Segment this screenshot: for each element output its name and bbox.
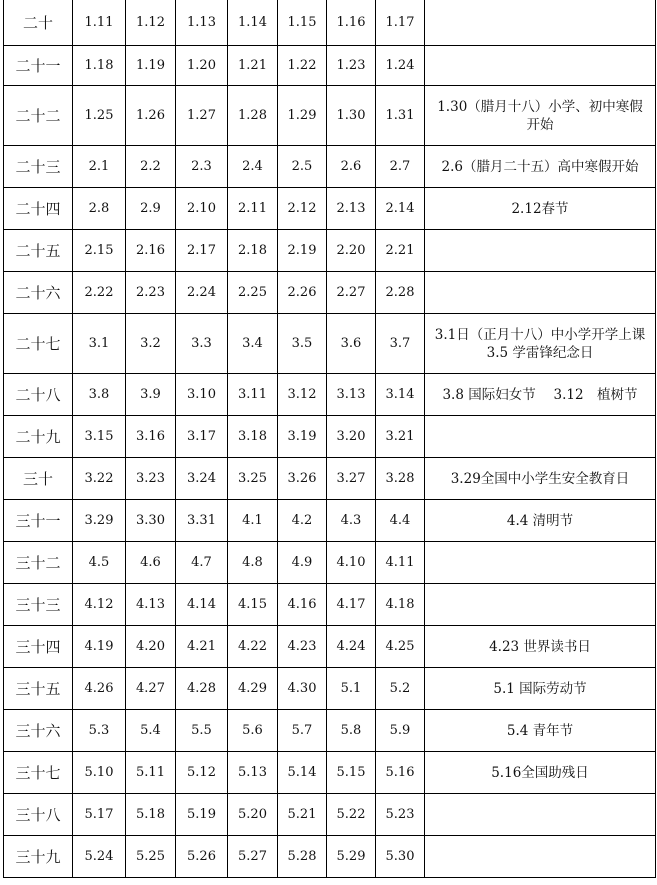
date-cell: 5.18	[126, 794, 176, 836]
date-cell: 2.27	[327, 272, 376, 314]
date-cell: 2.8	[73, 188, 126, 230]
week-number-cell: 三十四	[4, 626, 73, 668]
date-cell: 5.25	[126, 836, 176, 878]
calendar-row	[4, 500, 656, 542]
date-cell: 1.30	[327, 86, 376, 146]
event-note-line: 2.12春节	[511, 200, 569, 217]
date-cell: 4.19	[73, 626, 126, 668]
date-cell: 3.18	[228, 416, 278, 458]
date-cell: 5.16	[376, 752, 425, 794]
date-cell: 3.8	[73, 374, 126, 416]
date-cell: 3.5	[278, 314, 327, 374]
date-cell: 1.20	[176, 46, 228, 86]
date-cell: 4.15	[228, 584, 278, 626]
date-cell: 1.28	[228, 86, 278, 146]
date-cell: 1.18	[73, 46, 126, 86]
date-cell: 5.7	[278, 710, 327, 752]
date-cell: 3.9	[126, 374, 176, 416]
event-note-line: 3.1日（正月十八）中小学开学上课	[434, 326, 646, 343]
date-cell: 5.8	[327, 710, 376, 752]
date-cell: 4.6	[126, 542, 176, 584]
date-cell: 3.26	[278, 458, 327, 500]
date-cell: 3.25	[228, 458, 278, 500]
date-cell: 4.29	[228, 668, 278, 710]
date-cell: 5.26	[176, 836, 228, 878]
event-note-cell	[425, 752, 656, 794]
date-cell: 4.21	[176, 626, 228, 668]
date-cell: 1.17	[376, 0, 425, 46]
date-cell: 2.18	[228, 230, 278, 272]
date-cell: 5.11	[126, 752, 176, 794]
date-cell: 4.24	[327, 626, 376, 668]
week-number-cell: 三十五	[4, 668, 73, 710]
event-note-line: 3.8 国际妇女节 3.12 植树节	[442, 386, 638, 403]
week-number-cell: 三十七	[4, 752, 73, 794]
week-number-cell: 二十八	[4, 374, 73, 416]
calendar-row	[4, 710, 656, 752]
week-number-cell: 三十二	[4, 542, 73, 584]
date-cell: 1.12	[126, 0, 176, 46]
date-cell: 4.17	[327, 584, 376, 626]
date-cell: 3.4	[228, 314, 278, 374]
date-cell: 4.2	[278, 500, 327, 542]
date-cell: 5.27	[228, 836, 278, 878]
date-cell: 1.22	[278, 46, 327, 86]
event-note-line: 开始	[526, 116, 554, 133]
calendar-row	[4, 416, 656, 458]
event-note-cell	[425, 542, 656, 584]
date-cell: 4.16	[278, 584, 327, 626]
date-cell: 3.3	[176, 314, 228, 374]
date-cell: 4.4	[376, 500, 425, 542]
date-cell: 3.28	[376, 458, 425, 500]
date-cell: 3.30	[126, 500, 176, 542]
date-cell: 5.4	[126, 710, 176, 752]
date-cell: 3.15	[73, 416, 126, 458]
date-cell: 2.28	[376, 272, 425, 314]
date-cell: 1.31	[376, 86, 425, 146]
date-cell: 3.21	[376, 416, 425, 458]
week-number-cell: 二十七	[4, 314, 73, 374]
date-cell: 3.10	[176, 374, 228, 416]
date-cell: 2.6	[327, 146, 376, 188]
calendar-row	[4, 146, 656, 188]
event-note-cell	[425, 86, 656, 146]
date-cell: 4.20	[126, 626, 176, 668]
date-cell: 1.15	[278, 0, 327, 46]
event-note-line: 3.5 学雷锋纪念日	[486, 344, 594, 361]
date-cell: 2.3	[176, 146, 228, 188]
week-number-cell: 二十二	[4, 86, 73, 146]
date-cell: 3.2	[126, 314, 176, 374]
date-cell: 5.22	[327, 794, 376, 836]
date-cell: 2.12	[278, 188, 327, 230]
week-number-cell: 三十六	[4, 710, 73, 752]
calendar-row	[4, 668, 656, 710]
week-number-cell: 二十六	[4, 272, 73, 314]
event-note-cell	[425, 584, 656, 626]
date-cell: 4.8	[228, 542, 278, 584]
date-cell: 5.13	[228, 752, 278, 794]
date-cell: 2.1	[73, 146, 126, 188]
date-cell: 1.29	[278, 86, 327, 146]
event-note-cell	[425, 836, 656, 878]
date-cell: 4.13	[126, 584, 176, 626]
date-cell: 4.23	[278, 626, 327, 668]
date-cell: 4.30	[278, 668, 327, 710]
calendar-row	[4, 542, 656, 584]
calendar-row	[4, 272, 656, 314]
school-calendar-table	[3, 0, 656, 878]
date-cell: 1.13	[176, 0, 228, 46]
week-number-cell: 三十	[4, 458, 73, 500]
date-cell: 2.5	[278, 146, 327, 188]
date-cell: 5.12	[176, 752, 228, 794]
event-note-cell	[425, 188, 656, 230]
date-cell: 3.24	[176, 458, 228, 500]
event-note-line: 5.16全国助残日	[491, 764, 589, 781]
event-note-cell	[425, 416, 656, 458]
date-cell: 2.23	[126, 272, 176, 314]
date-cell: 5.14	[278, 752, 327, 794]
date-cell: 1.23	[327, 46, 376, 86]
date-cell: 2.7	[376, 146, 425, 188]
week-number-cell: 二十四	[4, 188, 73, 230]
calendar-row	[4, 188, 656, 230]
date-cell: 4.9	[278, 542, 327, 584]
calendar-row	[4, 374, 656, 416]
date-cell: 1.14	[228, 0, 278, 46]
date-cell: 5.20	[228, 794, 278, 836]
event-note-cell	[425, 230, 656, 272]
event-note-line: 4.23 世界读书日	[489, 638, 591, 655]
date-cell: 2.10	[176, 188, 228, 230]
date-cell: 5.3	[73, 710, 126, 752]
date-cell: 2.25	[228, 272, 278, 314]
date-cell: 1.24	[376, 46, 425, 86]
event-note-cell	[425, 0, 656, 46]
event-note-cell	[425, 272, 656, 314]
date-cell: 5.28	[278, 836, 327, 878]
date-cell: 1.25	[73, 86, 126, 146]
calendar-row	[4, 584, 656, 626]
event-note-cell	[425, 794, 656, 836]
date-cell: 2.22	[73, 272, 126, 314]
date-cell: 3.7	[376, 314, 425, 374]
event-note-cell	[425, 500, 656, 542]
date-cell: 2.21	[376, 230, 425, 272]
date-cell: 2.15	[73, 230, 126, 272]
calendar-body	[4, 0, 656, 878]
date-cell: 1.11	[73, 0, 126, 46]
date-cell: 2.19	[278, 230, 327, 272]
date-cell: 1.21	[228, 46, 278, 86]
event-note-line: 5.4 青年节	[506, 722, 574, 739]
date-cell: 2.11	[228, 188, 278, 230]
event-note-line: 1.30（腊月十八）小学、初中寒假	[437, 98, 643, 115]
calendar-row	[4, 230, 656, 272]
date-cell: 4.14	[176, 584, 228, 626]
date-cell: 1.19	[126, 46, 176, 86]
date-cell: 5.24	[73, 836, 126, 878]
date-cell: 3.11	[228, 374, 278, 416]
date-cell: 3.27	[327, 458, 376, 500]
date-cell: 4.18	[376, 584, 425, 626]
date-cell: 3.6	[327, 314, 376, 374]
date-cell: 2.2	[126, 146, 176, 188]
event-note-line: 5.1 国际劳动节	[493, 680, 587, 697]
calendar-row	[4, 0, 656, 46]
calendar-row	[4, 46, 656, 86]
date-cell: 3.31	[176, 500, 228, 542]
week-number-cell: 二十	[4, 0, 73, 46]
date-cell: 2.14	[376, 188, 425, 230]
date-cell: 3.23	[126, 458, 176, 500]
date-cell: 5.5	[176, 710, 228, 752]
date-cell: 5.19	[176, 794, 228, 836]
event-note-cell	[425, 668, 656, 710]
date-cell: 4.27	[126, 668, 176, 710]
week-number-cell: 三十一	[4, 500, 73, 542]
date-cell: 5.29	[327, 836, 376, 878]
date-cell: 1.27	[176, 86, 228, 146]
event-note-cell	[425, 314, 656, 374]
week-number-cell: 二十三	[4, 146, 73, 188]
week-number-cell: 二十九	[4, 416, 73, 458]
date-cell: 3.22	[73, 458, 126, 500]
date-cell: 1.26	[126, 86, 176, 146]
date-cell: 4.28	[176, 668, 228, 710]
week-number-cell: 三十九	[4, 836, 73, 878]
date-cell: 3.12	[278, 374, 327, 416]
date-cell: 5.1	[327, 668, 376, 710]
date-cell: 2.17	[176, 230, 228, 272]
date-cell: 1.16	[327, 0, 376, 46]
date-cell: 4.7	[176, 542, 228, 584]
calendar-row	[4, 836, 656, 878]
week-number-cell: 二十五	[4, 230, 73, 272]
date-cell: 5.17	[73, 794, 126, 836]
date-cell: 4.12	[73, 584, 126, 626]
date-cell: 2.26	[278, 272, 327, 314]
event-note-cell	[425, 146, 656, 188]
date-cell: 4.1	[228, 500, 278, 542]
date-cell: 4.10	[327, 542, 376, 584]
date-cell: 5.30	[376, 836, 425, 878]
date-cell: 2.4	[228, 146, 278, 188]
date-cell: 5.23	[376, 794, 425, 836]
calendar-row	[4, 458, 656, 500]
event-note-cell	[425, 458, 656, 500]
event-note-line: 4.4 清明节	[506, 512, 574, 529]
calendar-row	[4, 752, 656, 794]
event-note-line: 2.6（腊月二十五）高中寒假开始	[441, 158, 639, 175]
date-cell: 3.20	[327, 416, 376, 458]
date-cell: 3.13	[327, 374, 376, 416]
date-cell: 3.17	[176, 416, 228, 458]
date-cell: 5.15	[327, 752, 376, 794]
date-cell: 3.1	[73, 314, 126, 374]
calendar-row	[4, 626, 656, 668]
date-cell: 5.9	[376, 710, 425, 752]
date-cell: 5.21	[278, 794, 327, 836]
date-cell: 4.11	[376, 542, 425, 584]
week-number-cell: 二十一	[4, 46, 73, 86]
date-cell: 2.24	[176, 272, 228, 314]
week-number-cell: 三十三	[4, 584, 73, 626]
event-note-cell	[425, 46, 656, 86]
event-note-cell	[425, 710, 656, 752]
calendar-row	[4, 794, 656, 836]
date-cell: 5.2	[376, 668, 425, 710]
date-cell: 4.26	[73, 668, 126, 710]
date-cell: 3.16	[126, 416, 176, 458]
date-cell: 4.5	[73, 542, 126, 584]
date-cell: 4.22	[228, 626, 278, 668]
date-cell: 4.3	[327, 500, 376, 542]
date-cell: 5.10	[73, 752, 126, 794]
date-cell: 5.6	[228, 710, 278, 752]
date-cell: 3.14	[376, 374, 425, 416]
date-cell: 4.25	[376, 626, 425, 668]
date-cell: 3.19	[278, 416, 327, 458]
date-cell: 2.16	[126, 230, 176, 272]
date-cell: 2.9	[126, 188, 176, 230]
event-note-cell	[425, 626, 656, 668]
date-cell: 3.29	[73, 500, 126, 542]
date-cell: 2.13	[327, 188, 376, 230]
week-number-cell: 三十八	[4, 794, 73, 836]
event-note-cell	[425, 374, 656, 416]
event-note-line: 3.29全国中小学生安全教育日	[450, 470, 630, 487]
calendar-row	[4, 314, 656, 374]
date-cell: 2.20	[327, 230, 376, 272]
calendar-row	[4, 86, 656, 146]
